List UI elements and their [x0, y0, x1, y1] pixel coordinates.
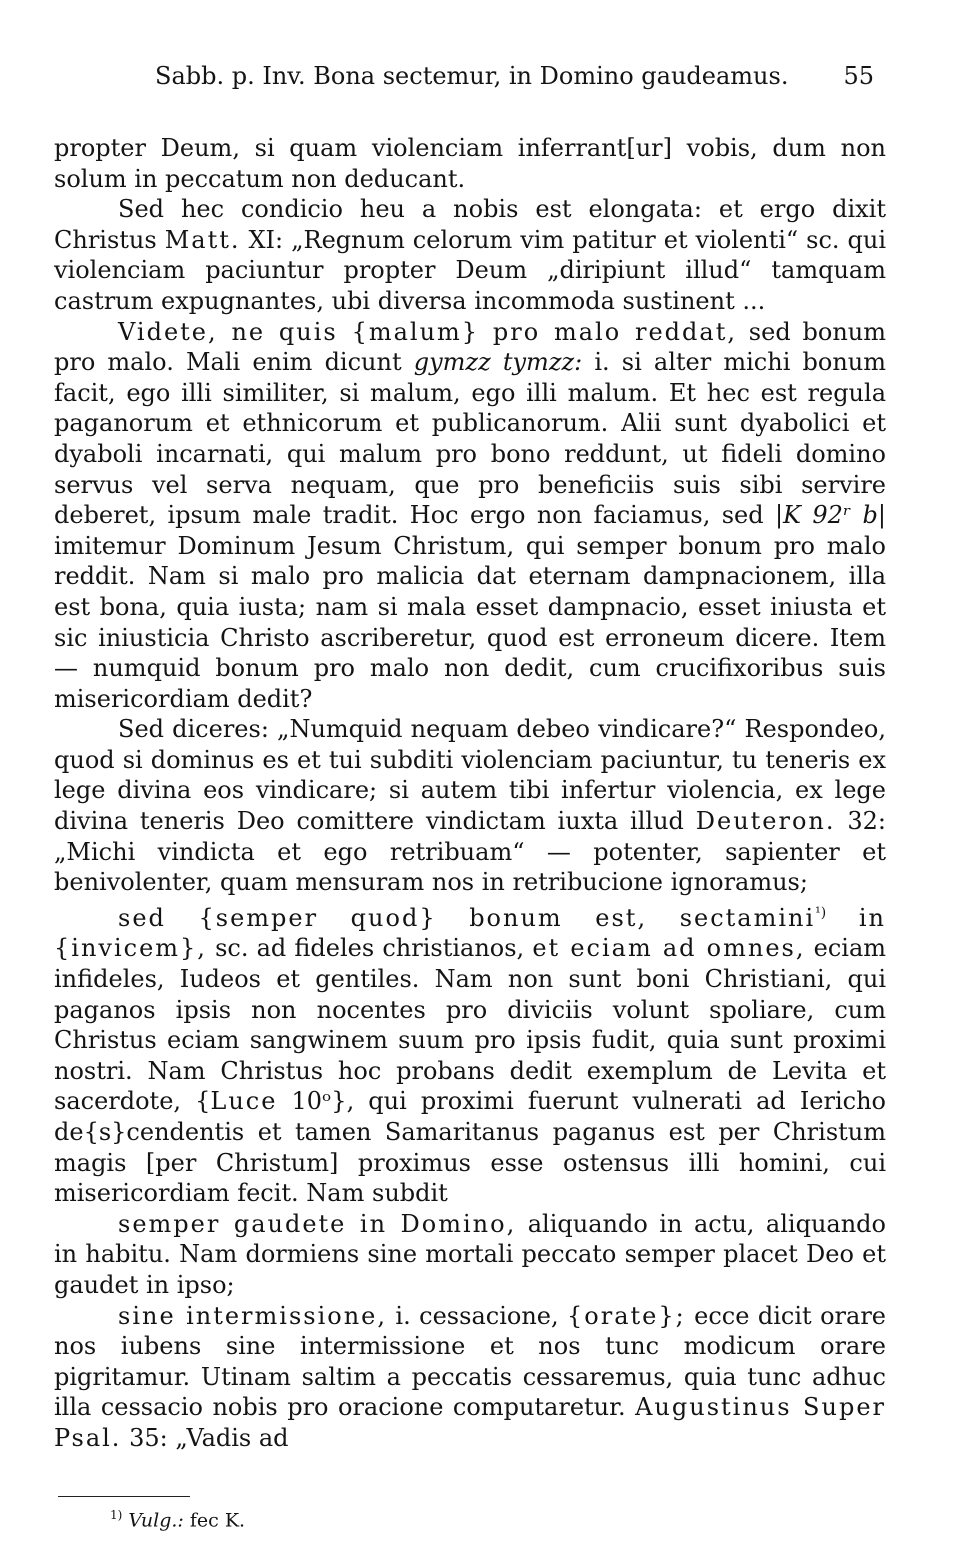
paragraph	[54, 194, 886, 316]
body-text	[54, 133, 886, 1454]
text-span: eciam infideles, Iudeos et gentiles. Nam non sunt boni Christiani, qui paganos ipsis non nocentes pro diviciis volunt spoliare, cum Christus eciam sangwinem suum pro ipsis fudit, quia sunt proximi nostri. Nam Christus hoc probans dedit exemplum de Levita et sacerdote, {	[54, 934, 887, 1116]
text-span: sine intermissione,	[118, 1301, 388, 1330]
text-span: Luce	[210, 1087, 278, 1116]
running-title: Sabb. p. Inv. Bona sectemur, in Domino gaudeamus.	[155, 62, 789, 90]
footnote-marker: 1)	[110, 1508, 123, 1522]
text-span: sed {semper quod} bonum est, sectamini	[118, 903, 816, 932]
text-span: 35: „Vadis ad	[121, 1423, 289, 1452]
text-span: et eciam ad omnes,	[532, 934, 806, 963]
text-span: Videte, ne quis {malum} pro malo reddat,	[118, 317, 737, 346]
footnote-source: Vulg.:	[128, 1509, 184, 1532]
text-span: sc. ad fideles christianos,	[206, 934, 533, 963]
text-span: Deuteron.	[695, 807, 836, 836]
page-number: 55	[843, 62, 874, 90]
paragraph	[54, 898, 886, 1209]
paragraph	[54, 133, 886, 194]
text-span: Sed hec condicio heu a nobis est elongata: et ergo dixit Christus	[54, 195, 886, 254]
text-span: gymzz tymzz:	[413, 348, 583, 377]
footnote	[110, 1508, 245, 1531]
running-header	[155, 62, 874, 92]
text-span: ¹)	[815, 904, 827, 921]
paragraph	[54, 1301, 886, 1454]
footnote-text: fec K.	[189, 1509, 246, 1532]
text-span: in {invicem},	[54, 903, 886, 963]
text-span: ecce dicit orare nos iubens sine intermissione et nos tunc modicum orare pigritamur. Utinam saltim a peccatis cessaremus, quia tunc adhuc illa cessacio nobis pro oracione computaretur.	[54, 1301, 886, 1422]
text-span: XI: „Regnum celorum vim patitur et violenti“ sc. qui violenciam paciuntur propter Deum „diripiunt illud“ tamquam castrum expugnantes, ubi diversa incommoda sustinent ...	[54, 225, 886, 315]
text-span: 32: „Michi vindicta et ego retribuam“ — potenter, sapienter et benivolenter, quam mensuram nos in retribucione ignoramus;	[54, 807, 886, 897]
text-span: 10ᵒ}, qui proximi fuerunt vulnerati ad Iericho de{s}cendentis et tamen Samaritanus paganus est per Christum magis [per Christum] proximus esse ostensus illi homini, cui misericordiam fecit. Nam subdit	[54, 1087, 886, 1208]
text-span: propter Deum, si quam violenciam inferrant[ur] vobis, dum non solum in peccatum non deducant.	[54, 134, 886, 193]
text-span: sed bonum pro malo. Mali enim dicunt	[54, 317, 886, 377]
text-span: Sed diceres: „Numquid nequam debeo vindicare?“ Respondeo, quod si dominus es et tui subditi violenciam paciuntur, tu teneris ex lege divina eos vindicare; si autem tibi infertur violencia, ex lege divina teneris Deo comittere vindictam iuxta illud	[54, 715, 886, 836]
text-span: i. si alter michi bonum facit, ego illi similiter, si malum, ego illi malum. Et hec est regula paganorum et ethnicorum et publicanorum. Alii sunt dyabolici et dyaboli incarnati, qui malum pro bono reddunt, ut fideli domino servus vel serva nequam, que pro beneficiis suis sibi servire deberet, ipsum male tradit. Hoc ergo non faciamus, sed	[54, 348, 886, 530]
paragraph	[54, 317, 886, 715]
text-span: Matt.	[164, 225, 241, 254]
text-span: |K 92ʳ b|	[774, 501, 886, 530]
text-span: aliquando in actu, aliquando in habitu. Nam dormiens sine mortali peccato semper placet Deo et gaudet in ipso;	[54, 1209, 886, 1299]
paragraph	[54, 714, 886, 898]
footnote-divider	[58, 1496, 190, 1497]
text-span: semper gaudete in Domino,	[118, 1209, 517, 1238]
paragraph	[54, 1209, 886, 1301]
text-span: imitemur Dominum Jesum Christum, qui semper bonum pro malo reddit. Nam si malo pro malicia dat eternam dampnacionem, illa est bona, quia iusta; nam si mala esset dampnacio, esset iniusta et sic iniusticia Christo ascriberetur, quod est erroneum dicere. Item — numquid bonum pro malo non dedit, cum crucifixoribus suis misericordiam dedit?	[54, 531, 886, 713]
text-span: {orate};	[567, 1301, 686, 1330]
text-span: i. cessacione,	[387, 1301, 568, 1330]
text-span: Augustinus Super Psal.	[54, 1393, 886, 1452]
